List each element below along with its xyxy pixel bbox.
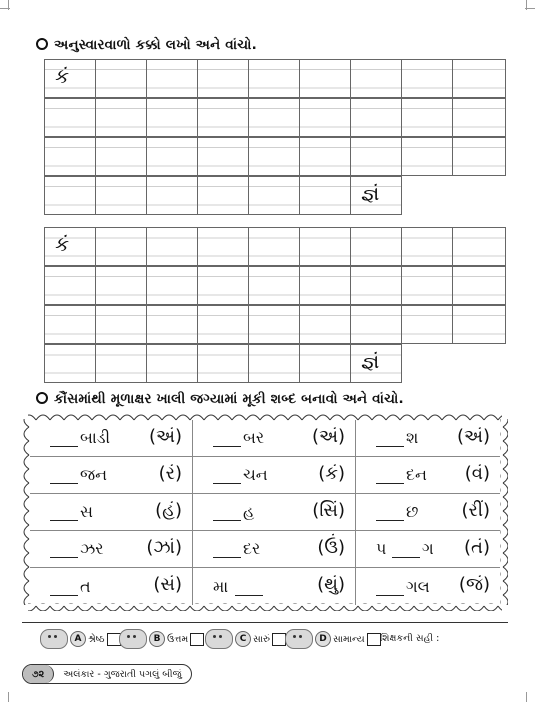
answer-blank[interactable] (376, 483, 404, 484)
writing-cell[interactable] (401, 59, 453, 98)
word-bank-cell (356, 568, 500, 605)
writing-cell[interactable] (299, 305, 351, 344)
answer-blank[interactable] (213, 520, 241, 521)
writing-cell[interactable] (197, 227, 249, 266)
word-bank-cell (193, 568, 356, 605)
writing-cell[interactable] (350, 98, 402, 137)
grade-a (40, 630, 121, 648)
word-fragment: ઝર (80, 539, 104, 558)
word-fragment: સ (80, 502, 93, 521)
grade-letter: A (70, 631, 86, 647)
writing-cell[interactable] (146, 227, 198, 266)
writing-cell[interactable] (146, 98, 198, 137)
word-prefix: મા (213, 577, 229, 596)
smiley-face-icon (40, 629, 68, 649)
grid-end-letter: જ્ઞં (361, 181, 380, 205)
hint-letter: (અં) (148, 426, 182, 447)
hint-letter: (જં) (458, 574, 490, 595)
hint-letter: (સં) (153, 574, 182, 595)
writing-cell[interactable] (146, 176, 198, 215)
word-bank-cell (193, 531, 356, 568)
bullet-icon (36, 38, 48, 50)
smiley-face-icon (285, 629, 313, 649)
writing-cell[interactable] (401, 266, 453, 305)
answer-blank[interactable] (50, 557, 78, 558)
writing-cell[interactable] (350, 305, 402, 344)
writing-cell[interactable] (299, 176, 351, 215)
writing-cell[interactable] (299, 98, 351, 137)
writing-cell[interactable] (44, 305, 96, 344)
writing-cell[interactable] (350, 266, 402, 305)
grade-letter: C (235, 631, 251, 647)
writing-cell[interactable] (44, 227, 96, 266)
word-fragment: હ (243, 502, 255, 521)
word-fragment: ગલ (406, 577, 430, 596)
writing-cell[interactable] (401, 98, 453, 137)
word-bank-cell (30, 457, 193, 494)
word-fragment: શ (406, 428, 419, 447)
writing-cell[interactable] (44, 344, 96, 383)
grade-d (285, 630, 381, 648)
writing-cell[interactable] (146, 305, 198, 344)
writing-cell[interactable] (350, 176, 402, 215)
grid-start-letter: કં (55, 64, 70, 88)
writing-cell[interactable] (350, 137, 402, 176)
writing-cell[interactable] (299, 59, 351, 98)
book-title: અલંકાર - ગુજરાતી પગલું બીજું (63, 668, 182, 680)
answer-blank[interactable] (50, 520, 78, 521)
question-1-text: અનુસ્વારવાળો કક્કો લખો અને વાંચો. (54, 37, 257, 53)
word-fragment: છ (406, 502, 419, 521)
writing-cell[interactable] (452, 59, 506, 98)
writing-cell[interactable] (299, 266, 351, 305)
hint-letter: (વં) (464, 463, 490, 484)
writing-cell[interactable] (95, 344, 147, 383)
answer-blank[interactable] (376, 520, 404, 521)
word-bank-cell (30, 494, 193, 531)
smiley-face-icon (119, 629, 147, 649)
word-bank-cell (356, 420, 500, 457)
grade-label: સામાન્ય (333, 633, 365, 645)
writing-cell[interactable] (401, 305, 453, 344)
page-number: ૭૨ (23, 665, 54, 683)
writing-cell[interactable] (95, 59, 147, 98)
writing-cell[interactable] (452, 305, 506, 344)
hint-letter: (રં) (158, 463, 182, 484)
writing-cell[interactable] (44, 266, 96, 305)
word-fragment: ગ (422, 539, 434, 558)
grade-label: સારું (253, 633, 270, 645)
word-fragment: બર (243, 428, 265, 447)
writing-cell[interactable] (95, 266, 147, 305)
grade-label: શ્રેષ્ઠ (88, 633, 105, 645)
hint-letter: (થું) (317, 574, 345, 595)
word-bank-cell (193, 420, 356, 457)
word-bank-grid (30, 420, 500, 604)
hint-letter: (કં) (318, 463, 345, 484)
grade-checkbox[interactable] (272, 633, 286, 646)
writing-cell[interactable] (197, 98, 249, 137)
word-fragment: ચન (243, 465, 268, 484)
answer-blank[interactable] (376, 595, 404, 596)
writing-cell[interactable] (299, 227, 351, 266)
question-2-text: કૌંસમાંથી મૂળાક્ષર ખાલી જગ્યામાં મૂકી શબ્દ બનાવો અને વાંચો. (54, 391, 404, 407)
word-bank-cell (30, 420, 193, 457)
writing-cell[interactable] (248, 176, 300, 215)
question-1-title (36, 37, 257, 53)
writing-cell[interactable] (197, 59, 249, 98)
crop-mark (526, 692, 527, 702)
word-fragment: જન (80, 465, 108, 484)
writing-cell[interactable] (452, 98, 506, 137)
grade-checkbox[interactable] (190, 633, 204, 646)
writing-cell[interactable] (452, 227, 506, 266)
word-bank (22, 413, 508, 611)
crop-mark (525, 8, 535, 9)
writing-cell[interactable] (146, 59, 198, 98)
writing-cell[interactable] (452, 137, 506, 176)
word-bank-cell (193, 494, 356, 531)
writing-cell[interactable] (350, 344, 402, 383)
writing-cell[interactable] (197, 344, 249, 383)
writing-cell[interactable] (146, 344, 198, 383)
writing-cell[interactable] (146, 266, 198, 305)
crop-mark (8, 692, 9, 702)
writing-cell[interactable] (95, 305, 147, 344)
writing-cell[interactable] (44, 137, 96, 176)
word-bank-cell (356, 457, 500, 494)
word-fragment: દન (406, 465, 427, 484)
answer-blank[interactable] (50, 595, 78, 596)
hint-letter: (ઉં) (317, 537, 345, 558)
question-2-title (36, 391, 404, 407)
grade-label: ઉત્તમ (167, 633, 189, 645)
writing-cell[interactable] (401, 137, 453, 176)
hint-letter: (અં) (456, 426, 490, 447)
hint-letter: (અં) (311, 426, 345, 447)
word-prefix: પ (376, 539, 387, 558)
writing-cell[interactable] (248, 137, 300, 176)
page-footer (22, 664, 192, 684)
grade-checkbox[interactable] (367, 633, 381, 646)
writing-cell[interactable] (299, 137, 351, 176)
answer-blank[interactable] (50, 483, 78, 484)
answer-blank[interactable] (213, 483, 241, 484)
hint-letter: (હં) (155, 500, 182, 521)
writing-cell[interactable] (248, 305, 300, 344)
answer-blank[interactable] (235, 595, 263, 596)
grade-b (119, 630, 204, 648)
word-bank-cell (356, 531, 500, 568)
writing-cell[interactable] (350, 59, 402, 98)
grade-letter: B (149, 631, 165, 647)
writing-cell[interactable] (95, 98, 147, 137)
bullet-icon (36, 392, 48, 404)
word-bank-cell (30, 531, 193, 568)
answer-blank[interactable] (376, 446, 404, 447)
writing-cell[interactable] (95, 227, 147, 266)
footer-divider (22, 622, 508, 623)
word-fragment: બાડી (80, 428, 111, 447)
writing-cell[interactable] (44, 59, 96, 98)
writing-cell[interactable] (401, 227, 453, 266)
crop-mark (0, 8, 10, 9)
teacher-signature-label: શિક્ષકની સહી : (380, 633, 440, 644)
writing-cell[interactable] (248, 266, 300, 305)
writing-cell[interactable] (248, 344, 300, 383)
writing-cell[interactable] (197, 137, 249, 176)
hint-letter: (રીં) (461, 500, 490, 521)
writing-cell[interactable] (299, 344, 351, 383)
writing-cell[interactable] (146, 137, 198, 176)
writing-cell[interactable] (44, 98, 96, 137)
writing-cell[interactable] (44, 176, 96, 215)
grade-letter: D (315, 631, 331, 647)
answer-blank[interactable] (213, 446, 241, 447)
writing-cell[interactable] (248, 227, 300, 266)
writing-cell[interactable] (95, 137, 147, 176)
answer-blank[interactable] (392, 557, 420, 558)
writing-cell[interactable] (197, 305, 249, 344)
writing-cell[interactable] (248, 98, 300, 137)
hint-letter: (ઝાં) (146, 537, 182, 558)
grade-c (205, 630, 286, 648)
word-fragment: ત (80, 577, 91, 596)
hint-letter: (સિં) (312, 500, 345, 521)
writing-cell[interactable] (350, 227, 402, 266)
hint-letter: (તં) (464, 537, 490, 558)
grid-start-letter: કં (55, 232, 70, 256)
answer-blank[interactable] (50, 446, 78, 447)
writing-cell[interactable] (452, 266, 506, 305)
writing-cell[interactable] (197, 176, 249, 215)
word-bank-cell (356, 494, 500, 531)
word-bank-cell (193, 457, 356, 494)
writing-cell[interactable] (248, 59, 300, 98)
writing-cell[interactable] (197, 266, 249, 305)
answer-blank[interactable] (213, 557, 241, 558)
writing-cell[interactable] (95, 176, 147, 215)
word-fragment: દર (243, 539, 261, 558)
smiley-face-icon (205, 629, 233, 649)
grid-end-letter: જ્ઞં (361, 349, 380, 373)
word-bank-cell (30, 568, 193, 605)
